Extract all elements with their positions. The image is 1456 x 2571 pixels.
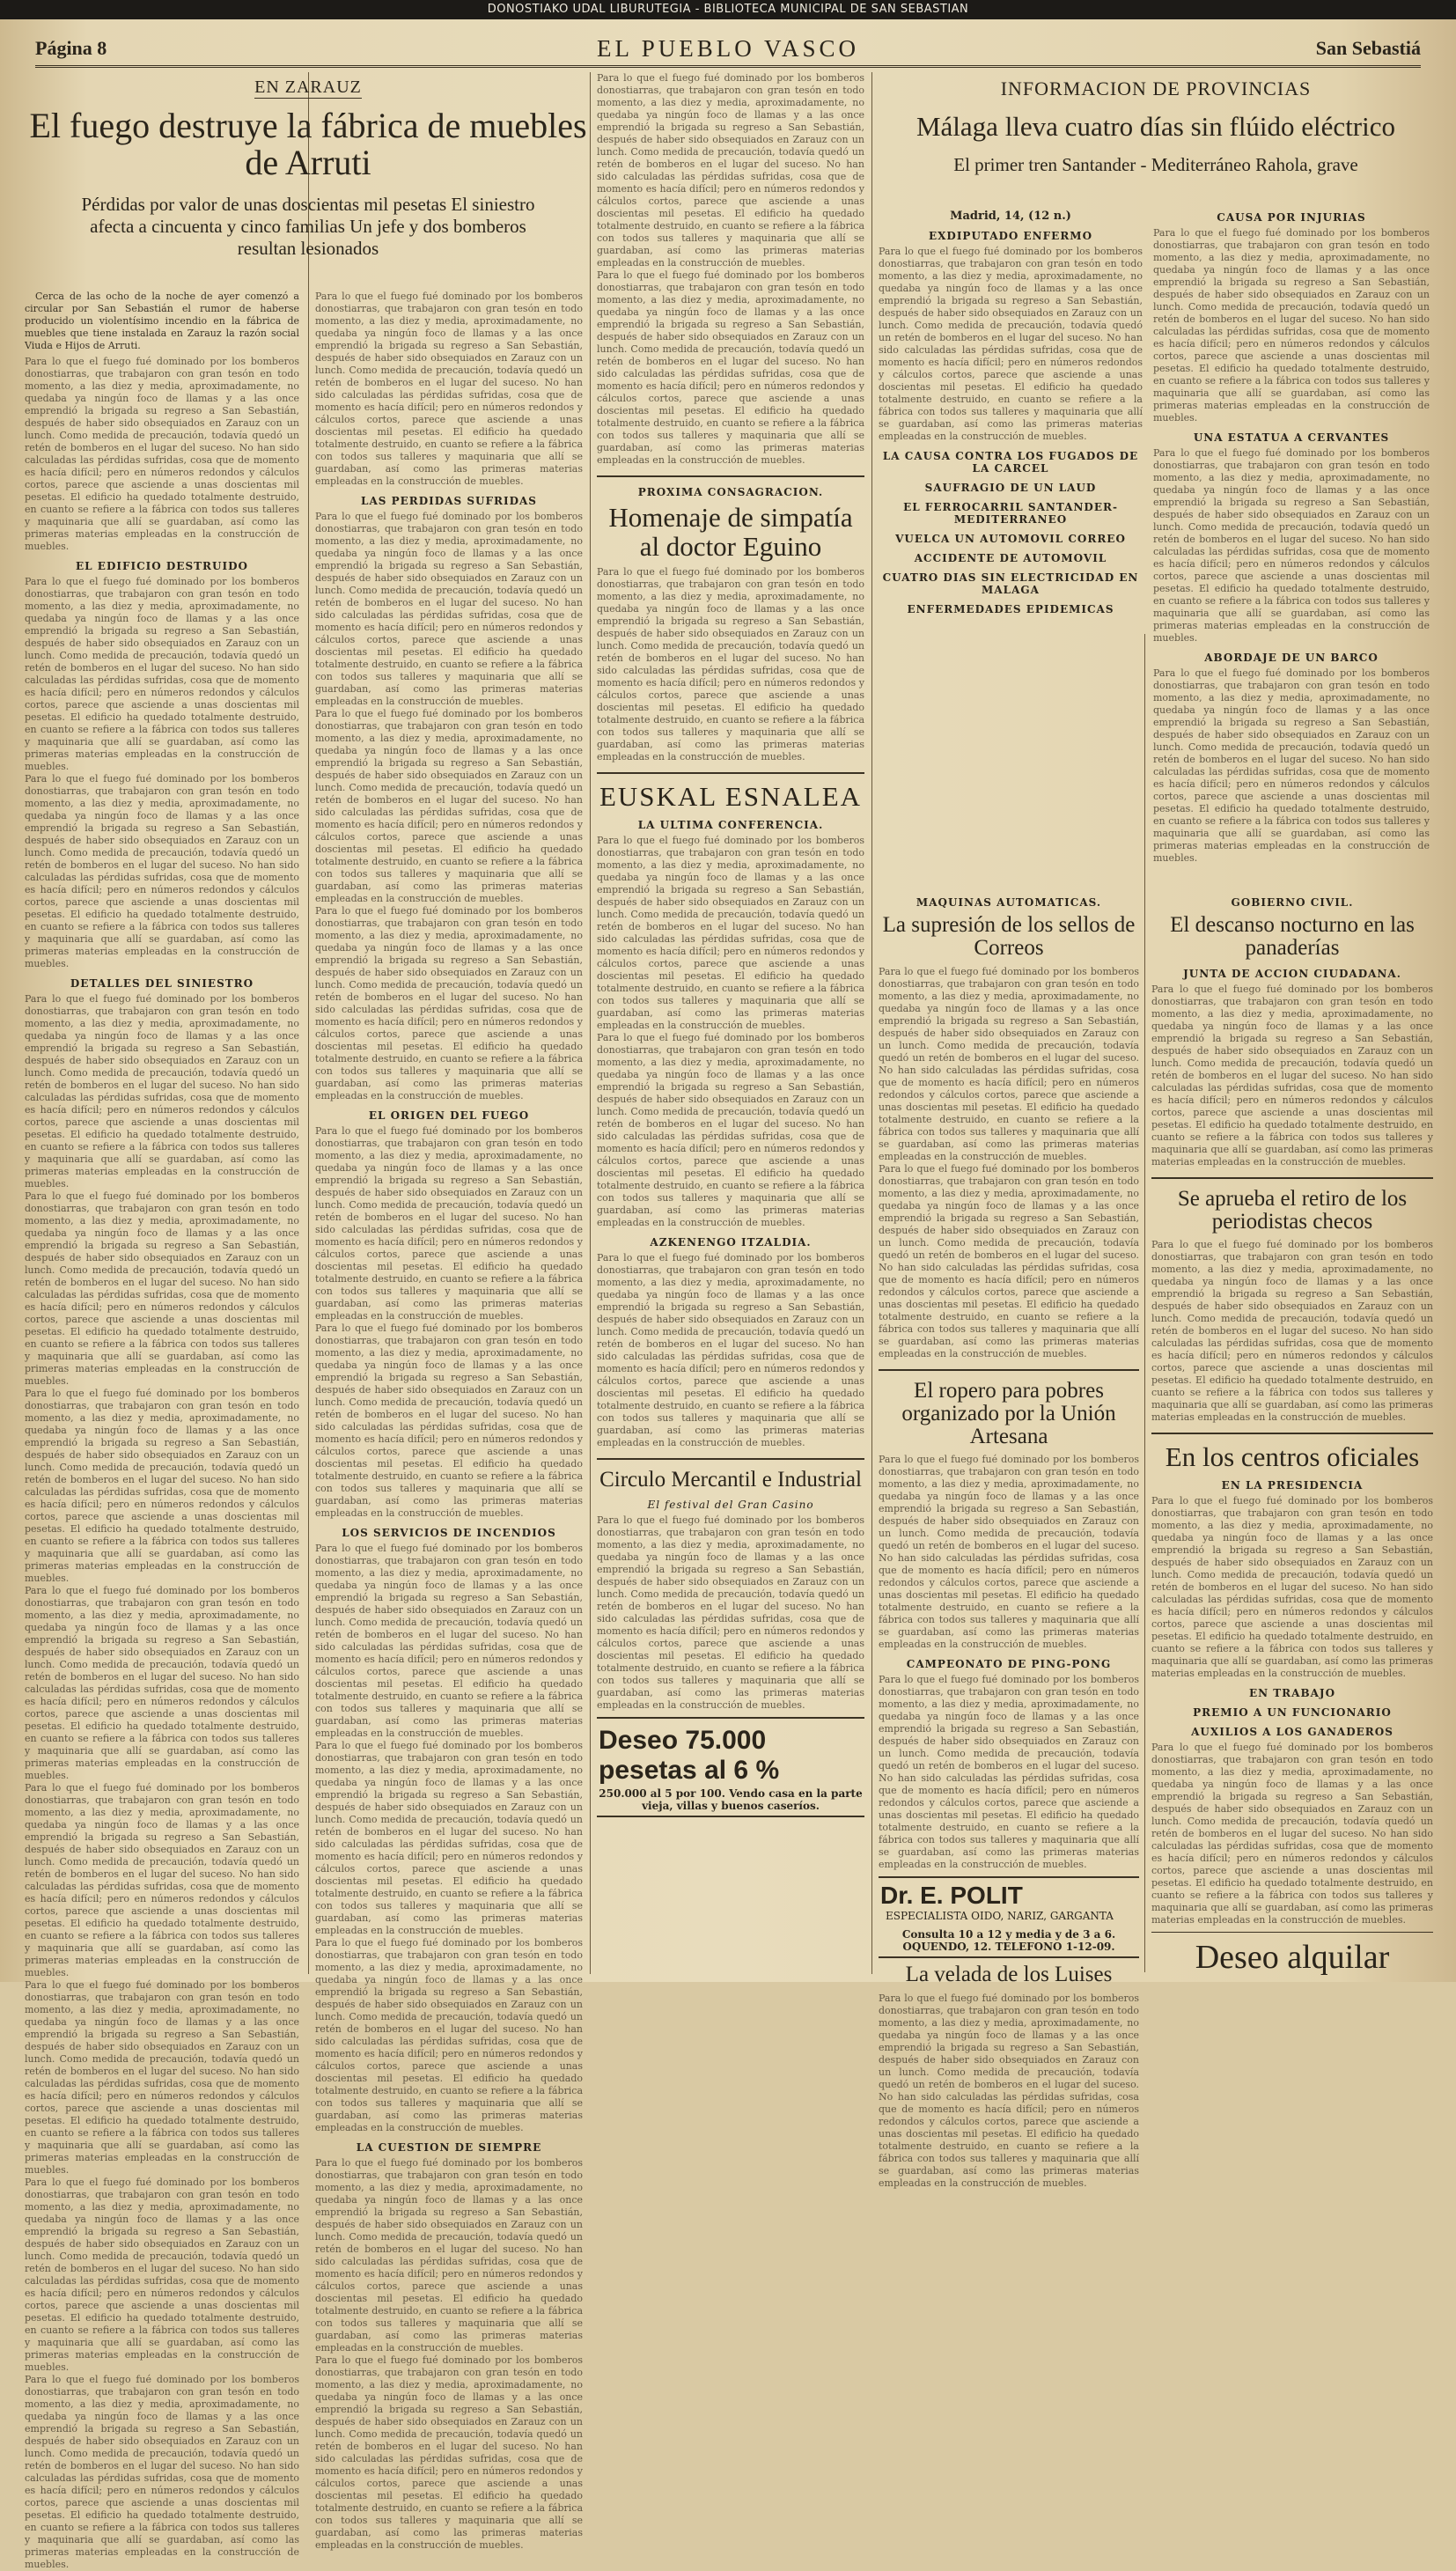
article-headline: En los centros oficiales [1165, 1441, 1420, 1472]
body-text: Para lo que el fuego fué dominado por los bomberos donostiarras, que trabajaron con gran tesón en todo momento, a las diez y media, aproximadamente, no quedaba ya ningún foco de llamas y a las once emprendió la brigada su regreso a San Sebastián, después de haber sido obsequiados en Zarauz con un lunch. Como medida de precaución, todavía quedó un retén de bomberos en el lugar del suceso. No han sido calculadas las pérdidas sufridas, cosa que de momento es hacía difícil; pero en números redondos y cálculos cortos, parece que asciende a unas doscientas mil pesetas. El edificio ha quedado totalmente destruido, en cuanto se refiere a la fábrica con todos sus talleres y maquinaria que allí se guardaban, así como las primeras materias empleadas en la construcción de muebles. [1151, 983, 1433, 1168]
section-heading: LAS PERDIDAS SUFRIDAS [361, 495, 537, 507]
divider [597, 475, 864, 477]
column-3 [597, 72, 864, 1974]
body-text: Para lo que el fuego fué dominado por los bomberos donostiarras, que trabajaron con gran tesón en todo momento, a las diez y media, aproximadamente, no quedaba ya ningún foco de llamas y a las once emprendió la brigada su regreso a San Sebastián, después de haber sido obsequiados en Zarauz con un lunch. Como medida de precaución, todavía quedó un retén de bomberos en el lugar del suceso. No han sido calculadas las pérdidas sufridas, cosa que de momento es hacía difícil; pero en números redondos y cálculos cortos, parece que asciende a unas doscientas mil pesetas. El edificio ha quedado totalmente destruido, en cuanto se refiere a la fábrica con todos sus talleres y maquinaria que allí se guardaban, así como las primeras materias empleadas en la construcción de muebles. [1153, 227, 1430, 424]
body-text: Para lo que el fuego fué dominado por los bomberos donostiarras, que trabajaron con gran tesón en todo momento, a las diez y media, aproximadamente, no quedaba ya ningún foco de llamas y a las once emprendió la brigada su regreso a San Sebastián, después de haber sido obsequiados en Zarauz con un lunch. Como medida de precaución, todavía quedó un retén de bomberos en el lugar del suceso. No han sido calculadas las pérdidas sufridas, cosa que de momento es hacía difícil; pero en números redondos y cálculos cortos, parece que asciende a unas doscientas mil pesetas. El edificio ha quedado totalmente destruido, en cuanto se refiere a la fábrica con todos sus talleres y maquinaria que allí se guardaban, así como las primeras materias empleadas en la construcción de muebles. [879, 965, 1139, 1162]
body-text: Para lo que el fuego fué dominado por los bomberos donostiarras, que trabajaron con gran tesón en todo momento, a las diez y media, aproximadamente, no quedaba ya ningún foco de llamas y a las once emprendió la brigada su regreso a San Sebastián, después de haber sido obsequiados en Zarauz con un lunch. Como medida de precaución, todavía quedó un retén de bomberos en el lugar del suceso. No han sido calculadas las pérdidas sufridas, cosa que de momento es hacía difícil; pero en números redondos y cálculos cortos, parece que asciende a unas doscientas mil pesetas. El edificio ha quedado totalmente destruido, en cuanto se refiere a la fábrica con todos sus talleres y maquinaria que allí se guardaban, así como las primeras materias empleadas en la construcción de muebles. [25, 356, 299, 552]
masthead [35, 30, 1421, 68]
section-heading: LA CUESTION DE SIEMPRE [356, 2141, 542, 2154]
doctor-ad [879, 1876, 1139, 1958]
body-text: Para lo que el fuego fué dominado por los bomberos donostiarras, que trabajaron con gran tesón en todo momento, a las diez y media, aproximadamente, no quedaba ya ningún foco de llamas y a las once emprendió la brigada su regreso a San Sebastián, después de haber sido obsequiados en Zarauz con un lunch. Como medida de precaución, todavía quedó un retén de bomberos en el lugar del suceso. No han sido calculadas las pérdidas sufridas, cosa que de momento es hacía difícil; pero en números redondos y cálculos cortos, parece que asciende a unas doscientas mil pesetas. El edificio ha quedado totalmente destruido, en cuanto se refiere a la fábrica con todos sus talleres y maquinaria que allí se guardaban, así como las primeras materias empleadas en la construcción de muebles. [1151, 1494, 1433, 1679]
divider [597, 772, 864, 774]
body-text: Para lo que el fuego fué dominado por los bomberos donostiarras, que trabajaron con gran tesón en todo momento, a las diez y media, aproximadamente, no quedaba ya ningún foco de llamas y a las once emprendió la brigada su regreso a San Sebastián, después de haber sido obsequiados en Zarauz con un lunch. Como medida de precaución, todavía quedó un retén de bomberos en el lugar del suceso. No han sido calculadas las pérdidas sufridas, cosa que de momento es hacía difícil; pero en números redondos y cálculos cortos, parece que asciende a unas doscientas mil pesetas. El edificio ha quedado totalmente destruido, en cuanto se refiere a la fábrica con todos sus talleres y maquinaria que allí se guardaban, así como las primeras materias empleadas en la construcción de muebles. [315, 1740, 583, 1936]
article-headline: Málaga lleva cuatro días sin flúido eléctrico [916, 111, 1395, 142]
article-subhead: Pérdidas por valor de unas doscientas mil pesetas El siniestro afecta a cincuenta y cinco familias Un jefe y dos bomberos resultan lesionados [81, 194, 535, 260]
article-subhead: El primer tren Santander - Mediterráneo Rahola, grave [953, 153, 1358, 175]
divider [597, 1458, 864, 1460]
body-text: Para lo que el fuego fué dominado por los bomberos donostiarras, que trabajaron con gran tesón en todo momento, a las diez y media, aproximadamente, no quedaba ya ningún foco de llamas y a las once emprendió la brigada su regreso a San Sebastián, después de haber sido obsequiados en Zarauz con un lunch. Como medida de precaución, todavía quedó un retén de bomberos en el lugar del suceso. No han sido calculadas las pérdidas sufridas, cosa que de momento es hacía difícil; pero en números redondos y cálculos cortos, parece que asciende a unas doscientas mil pesetas. El edificio ha quedado totalmente destruido, en cuanto se refiere a la fábrica con todos sus talleres y maquinaria que allí se guardaban, así como las primeras materias empleadas en la construcción de muebles. [597, 269, 864, 466]
body-text: Para lo que el fuego fué dominado por los bomberos donostiarras, que trabajaron con gran tesón en todo momento, a las diez y media, aproximadamente, no quedaba ya ningún foco de llamas y a las once emprendió la brigada su regreso a San Sebastián, después de haber sido obsequiados en Zarauz con un lunch. Como medida de precaución, todavía quedó un retén de bomberos en el lugar del suceso. No han sido calculadas las pérdidas sufridas, cosa que de momento es hacía difícil; pero en números redondos y cálculos cortos, parece que asciende a unas doscientas mil pesetas. El edificio ha quedado totalmente destruido, en cuanto se refiere a la fábrica con todos sus talleres y maquinaria que allí se guardaban, así como las primeras materias empleadas en la construcción de muebles. [25, 1388, 299, 1584]
body-text: Para lo que el fuego fué dominado por los bomberos donostiarras, que trabajaron con gran tesón en todo momento, a las diez y media, aproximadamente, no quedaba ya ningún foco de llamas y a las once emprendió la brigada su regreso a San Sebastián, después de haber sido obsequiados en Zarauz con un lunch. Como medida de precaución, todavía quedó un retén de bomberos en el lugar del suceso. No han sido calculadas las pérdidas sufridas, cosa que de momento es hacía difícil; pero en números redondos y cálculos cortos, parece que asciende a unas doscientas mil pesetas. El edificio ha quedado totalmente destruido, en cuanto se refiere a la fábrica con todos sus talleres y maquinaria que allí se guardaban, así como las primeras materias empleadas en la construcción de muebles. [879, 1992, 1139, 2189]
article-headline: EUSKAL ESNALEA [599, 781, 863, 813]
article-lead: Cerca de las ocho de la noche de ayer comenzó a circular por San Sebastián el rumor de haberse producido un violentísimo incendio en la fábrica de muebles que tiene instalada en Zarauz la razón social Viuda e Hijos de Arruti. [25, 291, 299, 351]
article-headline: El descanso nocturno en las panaderías [1170, 913, 1415, 961]
section-heading: PREMIO A UN FUNCIONARIO [1193, 1705, 1392, 1719]
section-heading: LA ULTIMA CONFERENCIA. [637, 818, 824, 831]
column-5 [1151, 889, 1433, 1976]
body-text: Para lo que el fuego fué dominado por los bomberos donostiarras, que trabajaron con gran tesón en todo momento, a las diez y media, aproximadamente, no quedaba ya ningún foco de llamas y a las once emprendió la brigada su regreso a San Sebastián, después de haber sido obsequiados en Zarauz con un lunch. Como medida de precaución, todavía quedó un retén de bomberos en el lugar del suceso. No han sido calculadas las pérdidas sufridas, cosa que de momento es hacía difícil; pero en números redondos y cálculos cortos, parece que asciende a unas doscientas mil pesetas. El edificio ha quedado totalmente destruido, en cuanto se refiere a la fábrica con todos sus talleres y maquinaria que allí se guardaban, así como las primeras materias empleadas en la construcción de muebles. [25, 993, 299, 1190]
ad-headline: Deseo 75.000 pesetas al 6 % [599, 1725, 780, 1785]
article-headline: La supresión de los sellos de Correos [882, 913, 1136, 961]
divider [1151, 1433, 1433, 1434]
section-kicker: EN ZARAUZ [254, 77, 362, 97]
article-headline: Se aprueba el retiro de los periodistas checos [1177, 1186, 1408, 1234]
section-heading: JUNTA DE ACCION CIUDADANA. [1183, 967, 1401, 980]
item-heading: LA CAUSA CONTRA LOS FUGADOS DE LA CARCEL [882, 450, 1139, 475]
item-heading: EXDIPUTADO ENFERMO [928, 230, 1093, 242]
masthead-city: San Sebastiá [1315, 37, 1421, 59]
body-text: Para lo que el fuego fué dominado por los bomberos donostiarras, que trabajaron con gran tesón en todo momento, a las diez y media, aproximadamente, no quedaba ya ningún foco de llamas y a las once emprendió la brigada su regreso a San Sebastián, después de haber sido obsequiados en Zarauz con un lunch. Como medida de precaución, todavía quedó un retén de bomberos en el lugar del suceso. No han sido calculadas las pérdidas sufridas, cosa que de momento es hacía difícil; pero en números redondos y cálculos cortos, parece que asciende a unas doscientas mil pesetas. El edificio ha quedado totalmente destruido, en cuanto se refiere a la fábrica con todos sus talleres y maquinaria que allí se guardaban, así como las primeras materias empleadas en la construcción de muebles. [25, 1979, 299, 2176]
article-headline: Circulo Mercantil e Industrial [599, 1467, 862, 1492]
body-text: Para lo que el fuego fué dominado por los bomberos donostiarras, que trabajaron con gran tesón en todo momento, a las diez y media, aproximadamente, no quedaba ya ningún foco de llamas y a las once emprendió la brigada su regreso a San Sebastián, después de haber sido obsequiados en Zarauz con un lunch. Como medida de precaución, todavía quedó un retén de bomberos en el lugar del suceso. No han sido calculadas las pérdidas sufridas, cosa que de momento es hacía difícil; pero en números redondos y cálculos cortos, parece que asciende a unas doscientas mil pesetas. El edificio ha quedado totalmente destruido, en cuanto se refiere a la fábrica con todos sus talleres y maquinaria que allí se guardaban, así como las primeras materias empleadas en la construcción de muebles. [597, 72, 864, 269]
archive-banner-text: DONOSTIAKO UDAL LIBURUTEGIA - BIBLIOTECA MUNICIPAL DE SAN SEBASTIAN [487, 3, 969, 16]
provincias-right [1153, 204, 1430, 865]
ad-text: 250.000 al 5 por 100. Vendo casa en la parte vieja, villas y buenos caseríos. [599, 1786, 863, 1812]
body-text: Para lo que el fuego fué dominado por los bomberos donostiarras, que trabajaron con gran tesón en todo momento, a las diez y media, aproximadamente, no quedaba ya ningún foco de llamas y a las once emprendió la brigada su regreso a San Sebastián, después de haber sido obsequiados en Zarauz con un lunch. Como medida de precaución, todavía quedó un retén de bomberos en el lugar del suceso. No han sido calculadas las pérdidas sufridas, cosa que de momento es hacía difícil; pero en números redondos y cálculos cortos, parece que asciende a unas doscientas mil pesetas. El edificio ha quedado totalmente destruido, en cuanto se refiere a la fábrica con todos sus talleres y maquinaria que allí se guardaban, así como las primeras materias empleadas en la construcción de muebles. [315, 1937, 583, 2133]
archive-banner [0, 0, 1456, 19]
item-heading: ACCIDENTE DE AUTOMOVIL [914, 552, 1107, 564]
article-headline: Homenaje de simpatía al doctor Eguino [608, 502, 853, 562]
divider [879, 1369, 1139, 1371]
item-heading: VUELCA UN AUTOMOVIL CORREO [895, 533, 1126, 545]
body-text: Para lo que el fuego fué dominado por los bomberos donostiarras, que trabajaron con gran tesón en todo momento, a las diez y media, aproximadamente, no quedaba ya ningún foco de llamas y a las once emprendió la brigada su regreso a San Sebastián, después de haber sido obsequiados en Zarauz con un lunch. Como medida de precaución, todavía quedó un retén de bomberos en el lugar del suceso. No han sido calculadas las pérdidas sufridas, cosa que de momento es hacía difícil; pero en números redondos y cálculos cortos, parece que asciende a unas doscientas mil pesetas. El edificio ha quedado totalmente destruido, en cuanto se refiere a la fábrica con todos sus talleres y maquinaria que allí se guardaban, así como las primeras materias empleadas en la construcción de muebles. [315, 511, 583, 707]
classified-ad [597, 1717, 864, 1817]
body-text: Para lo que el fuego fué dominado por los bomberos donostiarras, que trabajaron con gran tesón en todo momento, a las diez y media, aproximadamente, no quedaba ya ningún foco de llamas y a las once emprendió la brigada su regreso a San Sebastián, después de haber sido obsequiados en Zarauz con un lunch. Como medida de precaución, todavía quedó un retén de bomberos en el lugar del suceso. No han sido calculadas las pérdidas sufridas, cosa que de momento es hacía difícil; pero en números redondos y cálculos cortos, parece que asciende a unas doscientas mil pesetas. El edificio ha quedado totalmente destruido, en cuanto se refiere a la fábrica con todos sus talleres y maquinaria que allí se guardaban, así como las primeras materias empleadas en la construcción de muebles. [879, 1454, 1139, 1651]
section-heading: EN TRABAJO [1248, 1686, 1336, 1699]
section-kicker: GOBIERNO CIVIL. [1231, 896, 1354, 909]
body-text: Para lo que el fuego fué dominado por los bomberos donostiarras, que trabajaron con gran tesón en todo momento, a las diez y media, aproximadamente, no quedaba ya ningún foco de llamas y a las once emprendió la brigada su regreso a San Sebastián, después de haber sido obsequiados en Zarauz con un lunch. Como medida de precaución, todavía quedó un retén de bomberos en el lugar del suceso. No han sido calculadas las pérdidas sufridas, cosa que de momento es hacía difícil; pero en números redondos y cálculos cortos, parece que asciende a unas doscientas mil pesetas. El edificio ha quedado totalmente destruido, en cuanto se refiere a la fábrica con todos sus talleres y maquinaria que allí se guardaban, así como las primeras materias empleadas en la construcción de muebles. [597, 1251, 864, 1448]
provincias-left [879, 204, 1143, 619]
body-text: Para lo que el fuego fué dominado por los bomberos donostiarras, que trabajaron con gran tesón en todo momento, a las diez y media, aproximadamente, no quedaba ya ningún foco de llamas y a las once emprendió la brigada su regreso a San Sebastián, después de haber sido obsequiados en Zarauz con un lunch. Como medida de precaución, todavía quedó un retén de bomberos en el lugar del suceso. No han sido calculadas las pérdidas sufridas, cosa que de momento es hacía difícil; pero en números redondos y cálculos cortos, parece que asciende a unas doscientas mil pesetas. El edificio ha quedado totalmente destruido, en cuanto se refiere a la fábrica con todos sus talleres y maquinaria que allí se guardaban, así como las primeras materias empleadas en la construcción de muebles. [25, 576, 299, 772]
item-heading: CAUSA POR INJURIAS [1217, 211, 1366, 224]
ad-headline: Dr. E. POLIT [880, 1882, 1023, 1910]
article-subhead: El festival del Gran Casino [647, 1498, 814, 1511]
body-text: Para lo que el fuego fué dominado por los bomberos donostiarras, que trabajaron con gran tesón en todo momento, a las diez y media, aproximadamente, no quedaba ya ningún foco de llamas y a las once emprendió la brigada su regreso a San Sebastián, después de haber sido obsequiados en Zarauz con un lunch. Como medida de precaución, todavía quedó un retén de bomberos en el lugar del suceso. No han sido calculadas las pérdidas sufridas, cosa que de momento es hacía difícil; pero en números redondos y cálculos cortos, parece que asciende a unas doscientas mil pesetas. El edificio ha quedado totalmente destruido, en cuanto se refiere a la fábrica con todos sus talleres y maquinaria que allí se guardaban, así como las primeras materias empleadas en la construcción de muebles. [1153, 667, 1430, 864]
provincias-block [879, 72, 1433, 864]
item-heading: ABORDAJE DE UN BARCO [1204, 652, 1379, 664]
body-text: Para lo que el fuego fué dominado por los bomberos donostiarras, que trabajaron con gran tesón en todo momento, a las diez y media, aproximadamente, no quedaba ya ningún foco de llamas y a las once emprendió la brigada su regreso a San Sebastián, después de haber sido obsequiados en Zarauz con un lunch. Como medida de precaución, todavía quedó un retén de bomberos en el lugar del suceso. No han sido calculadas las pérdidas sufridas, cosa que de momento es hacía difícil; pero en números redondos y cálculos cortos, parece que asciende a unas doscientas mil pesetas. El edificio ha quedado totalmente destruido, en cuanto se refiere a la fábrica con todos sus talleres y maquinaria que allí se guardaban, así como las primeras materias empleadas en la construcción de muebles. [315, 2354, 583, 2551]
section-heading: EL ORIGEN DEL FUEGO [368, 1109, 530, 1122]
body-text: Para lo que el fuego fué dominado por los bomberos donostiarras, que trabajaron con gran tesón en todo momento, a las diez y media, aproximadamente, no quedaba ya ningún foco de llamas y a las once emprendió la brigada su regreso a San Sebastián, después de haber sido obsequiados en Zarauz con un lunch. Como medida de precaución, todavía quedó un retén de bomberos en el lugar del suceso. No han sido calculadas las pérdidas sufridas, cosa que de momento es hacía difícil; pero en números redondos y cálculos cortos, parece que asciende a unas doscientas mil pesetas. El edificio ha quedado totalmente destruido, en cuanto se refiere a la fábrica con todos sus talleres y maquinaria que allí se guardaban, así como las primeras materias empleadas en la construcción de muebles. [25, 1782, 299, 1978]
dateline: Madrid, 14, (12 n.) [950, 210, 1071, 223]
body-text: Para lo que el fuego fué dominado por los bomberos donostiarras, que trabajaron con gran tesón en todo momento, a las diez y media, aproximadamente, no quedaba ya ningún foco de llamas y a las once emprendió la brigada su regreso a San Sebastián, después de haber sido obsequiados en Zarauz con un lunch. Como medida de precaución, todavía quedó un retén de bomberos en el lugar del suceso. No han sido calculadas las pérdidas sufridas, cosa que de momento es hacía difícil; pero en números redondos y cálculos cortos, parece que asciende a unas doscientas mil pesetas. El edificio ha quedado totalmente destruido, en cuanto se refiere a la fábrica con todos sus talleres y maquinaria que allí se guardaban, así como las primeras materias empleadas en la construcción de muebles. [315, 708, 583, 904]
item-heading: CUATRO DIAS SIN ELECTRICIDAD EN MALAGA [882, 571, 1139, 596]
body-text: Para lo que el fuego fué dominado por los bomberos donostiarras, que trabajaron con gran tesón en todo momento, a las diez y media, aproximadamente, no quedaba ya ningún foco de llamas y a las once emprendió la brigada su regreso a San Sebastián, después de haber sido obsequiados en Zarauz con un lunch. Como medida de precaución, todavía quedó un retén de bomberos en el lugar del suceso. No han sido calculadas las pérdidas sufridas, cosa que de momento es hacía difícil; pero en números redondos y cálculos cortos, parece que asciende a unas doscientas mil pesetas. El edificio ha quedado totalmente destruido, en cuanto se refiere a la fábrica con todos sus talleres y maquinaria que allí se guardaban, así como las primeras materias empleadas en la construcción de muebles. [879, 1674, 1139, 1871]
body-text: Para lo que el fuego fué dominado por los bomberos donostiarras, que trabajaron con gran tesón en todo momento, a las diez y media, aproximadamente, no quedaba ya ningún foco de llamas y a las once emprendió la brigada su regreso a San Sebastián, después de haber sido obsequiados en Zarauz con un lunch. Como medida de precaución, todavía quedó un retén de bomberos en el lugar del suceso. No han sido calculadas las pérdidas sufridas, cosa que de momento es hacía difícil; pero en números redondos y cálculos cortos, parece que asciende a unas doscientas mil pesetas. El edificio ha quedado totalmente destruido, en cuanto se refiere a la fábrica con todos sus talleres y maquinaria que allí se guardaban, así como las primeras materias empleadas en la construcción de muebles. [25, 2374, 299, 2570]
body-text: Para lo que el fuego fué dominado por los bomberos donostiarras, que trabajaron con gran tesón en todo momento, a las diez y media, aproximadamente, no quedaba ya ningún foco de llamas y a las once emprendió la brigada su regreso a San Sebastián, después de haber sido obsequiados en Zarauz con un lunch. Como medida de precaución, todavía quedó un retén de bomberos en el lugar del suceso. No han sido calculadas las pérdidas sufridas, cosa que de momento es hacía difícil; pero en números redondos y cálculos cortos, parece que asciende a unas doscientas mil pesetas. El edificio ha quedado totalmente destruido, en cuanto se refiere a la fábrica con todos sus talleres y maquinaria que allí se guardaban, así como las primeras materias empleadas en la construcción de muebles. [597, 1031, 864, 1228]
item-heading: EL FERROCARRIL SANTANDER-MEDITERRANEO [903, 501, 1118, 526]
body-text: Para lo que el fuego fué dominado por los bomberos donostiarras, que trabajaron con gran tesón en todo momento, a las diez y media, aproximadamente, no quedaba ya ningún foco de llamas y a las once emprendió la brigada su regreso a San Sebastián, después de haber sido obsequiados en Zarauz con un lunch. Como medida de precaución, todavía quedó un retén de bomberos en el lugar del suceso. No han sido calculadas las pérdidas sufridas, cosa que de momento es hacía difícil; pero en números redondos y cálculos cortos, parece que asciende a unas doscientas mil pesetas. El edificio ha quedado totalmente destruido, en cuanto se refiere a la fábrica con todos sus talleres y maquinaria que allí se guardaban, así como las primeras materias empleadas en la construcción de muebles. [315, 1322, 583, 1519]
ad-text: Consulta 10 a 12 y media y de 3 a 6. OQUENDO, 12. TELEFONO 1-12-09. [901, 1928, 1116, 1954]
body-text: Para lo que el fuego fué dominado por los bomberos donostiarras, que trabajaron con gran tesón en todo momento, a las diez y media, aproximadamente, no quedaba ya ningún foco de llamas y a las once emprendió la brigada su regreso a San Sebastián, después de haber sido obsequiados en Zarauz con un lunch. Como medida de precaución, todavía quedó un retén de bomberos en el lugar del suceso. No han sido calculadas las pérdidas sufridas, cosa que de momento es hacía difícil; pero en números redondos y cálculos cortos, parece que asciende a unas doscientas mil pesetas. El edificio ha quedado totalmente destruido, en cuanto se refiere a la fábrica con todos sus talleres y maquinaria que allí se guardaban, así como las primeras materias empleadas en la construcción de muebles. [597, 566, 864, 763]
column-rule [871, 72, 872, 1974]
section-heading: AZKENENGO ITZALDIA. [650, 1235, 812, 1249]
section-kicker: INFORMACION DE PROVINCIAS [1000, 77, 1312, 99]
item-heading: ENFERMEDADES EPIDEMICAS [907, 603, 1114, 615]
section-heading: DETALLES DEL SINIESTRO [70, 977, 254, 990]
body-text: Para lo que el fuego fué dominado por los bomberos donostiarras, que trabajaron con gran tesón en todo momento, a las diez y media, aproximadamente, no quedaba ya ningún foco de llamas y a las once emprendió la brigada su regreso a San Sebastián, después de haber sido obsequiados en Zarauz con un lunch. Como medida de precaución, todavía quedó un retén de bomberos en el lugar del suceso. No han sido calculadas las pérdidas sufridas, cosa que de momento es hacía difícil; pero en números redondos y cálculos cortos, parece que asciende a unas doscientas mil pesetas. El edificio ha quedado totalmente destruido, en cuanto se refiere a la fábrica con todos sus talleres y maquinaria que allí se guardaban, así como las primeras materias empleadas en la construcción de muebles. [1153, 447, 1430, 644]
column-rule [590, 72, 591, 1974]
section-heading: AUXILIOS A LOS GANADEROS [1191, 1725, 1393, 1738]
divider [1151, 1177, 1433, 1179]
body-text: Para lo que el fuego fué dominado por los bomberos donostiarras, que trabajaron con gran tesón en todo momento, a las diez y media, aproximadamente, no quedaba ya ningún foco de llamas y a las once emprendió la brigada su regreso a San Sebastián, después de haber sido obsequiados en Zarauz con un lunch. Como medida de precaución, todavía quedó un retén de bomberos en el lugar del suceso. No han sido calculadas las pérdidas sufridas, cosa que de momento es hacía difícil; pero en números redondos y cálculos cortos, parece que asciende a unas doscientas mil pesetas. El edificio ha quedado totalmente destruido, en cuanto se refiere a la fábrica con todos sus talleres y maquinaria que allí se guardaban, así como las primeras materias empleadas en la construcción de muebles. [879, 246, 1143, 442]
body-text: Para lo que el fuego fué dominado por los bomberos donostiarras, que trabajaron con gran tesón en todo momento, a las diez y media, aproximadamente, no quedaba ya ningún foco de llamas y a las once emprendió la brigada su regreso a San Sebastián, después de haber sido obsequiados en Zarauz con un lunch. Como medida de precaución, todavía quedó un retén de bomberos en el lugar del suceso. No han sido calculadas las pérdidas sufridas, cosa que de momento es hacía difícil; pero en números redondos y cálculos cortos, parece que asciende a unas doscientas mil pesetas. El edificio ha quedado totalmente destruido, en cuanto se refiere a la fábrica con todos sus talleres y maquinaria que allí se guardaban, así como las primeras materias empleadas en la construcción de muebles. [25, 2177, 299, 2373]
section-heading: CAMPEONATO DE PING-PONG [906, 1658, 1112, 1671]
divider [1151, 1932, 1433, 1933]
body-text: Para lo que el fuego fué dominado por los bomberos donostiarras, que trabajaron con gran tesón en todo momento, a las diez y media, aproximadamente, no quedaba ya ningún foco de llamas y a las once emprendió la brigada su regreso a San Sebastián, después de haber sido obsequiados en Zarauz con un lunch. Como medida de precaución, todavía quedó un retén de bomberos en el lugar del suceso. No han sido calculadas las pérdidas sufridas, cosa que de momento es hacía difícil; pero en números redondos y cálculos cortos, parece que asciende a unas doscientas mil pesetas. El edificio ha quedado totalmente destruido, en cuanto se refiere a la fábrica con todos sus talleres y maquinaria que allí se guardaban, así como las primeras materias empleadas en la construcción de muebles. [315, 1543, 583, 1739]
body-text: Para lo que el fuego fué dominado por los bomberos donostiarras, que trabajaron con gran tesón en todo momento, a las diez y media, aproximadamente, no quedaba ya ningún foco de llamas y a las once emprendió la brigada su regreso a San Sebastián, después de haber sido obsequiados en Zarauz con un lunch. Como medida de precaución, todavía quedó un retén de bomberos en el lugar del suceso. No han sido calculadas las pérdidas sufridas, cosa que de momento es hacía difícil; pero en números redondos y cálculos cortos, parece que asciende a unas doscientas mil pesetas. El edificio ha quedado totalmente destruido, en cuanto se refiere a la fábrica con todos sus talleres y maquinaria que allí se guardaban, así como las primeras materias empleadas en la construcción de muebles. [597, 834, 864, 1031]
body-text: Para lo que el fuego fué dominado por los bomberos donostiarras, que trabajaron con gran tesón en todo momento, a las diez y media, aproximadamente, no quedaba ya ningún foco de llamas y a las once emprendió la brigada su regreso a San Sebastián, después de haber sido obsequiados en Zarauz con un lunch. Como medida de precaución, todavía quedó un retén de bomberos en el lugar del suceso. No han sido calculadas las pérdidas sufridas, cosa que de momento es hacía difícil; pero en números redondos y cálculos cortos, parece que asciende a unas doscientas mil pesetas. El edificio ha quedado totalmente destruido, en cuanto se refiere a la fábrica con todos sus talleres y maquinaria que allí se guardaban, así como las primeras materias empleadas en la construcción de muebles. [315, 291, 583, 487]
body-text: Para lo que el fuego fué dominado por los bomberos donostiarras, que trabajaron con gran tesón en todo momento, a las diez y media, aproximadamente, no quedaba ya ningún foco de llamas y a las once emprendió la brigada su regreso a San Sebastián, después de haber sido obsequiados en Zarauz con un lunch. Como medida de precaución, todavía quedó un retén de bomberos en el lugar del suceso. No han sido calculadas las pérdidas sufridas, cosa que de momento es hacía difícil; pero en números redondos y cálculos cortos, parece que asciende a unas doscientas mil pesetas. El edificio ha quedado totalmente destruido, en cuanto se refiere a la fábrica con todos sus talleres y maquinaria que allí se guardaban, así como las primeras materias empleadas en la construcción de muebles. [1151, 1239, 1433, 1423]
body-text: Para lo que el fuego fué dominado por los bomberos donostiarras, que trabajaron con gran tesón en todo momento, a las diez y media, aproximadamente, no quedaba ya ningún foco de llamas y a las once emprendió la brigada su regreso a San Sebastián, después de haber sido obsequiados en Zarauz con un lunch. Como medida de precaución, todavía quedó un retén de bomberos en el lugar del suceso. No han sido calculadas las pérdidas sufridas, cosa que de momento es hacía difícil; pero en números redondos y cálculos cortos, parece que asciende a unas doscientas mil pesetas. El edificio ha quedado totalmente destruido, en cuanto se refiere a la fábrica con todos sus talleres y maquinaria que allí se guardaban, así como las primeras materias empleadas en la construcción de muebles. [25, 773, 299, 969]
column-rule [1144, 634, 1145, 1972]
column-4 [879, 889, 1139, 2189]
article-headline: El ropero para pobres organizado por la Unión Artesana [901, 1378, 1116, 1448]
article-headline: El fuego destruye la fábrica de muebles de Arruti [29, 106, 587, 182]
section-heading: EL EDIFICIO DESTRUIDO [76, 560, 248, 572]
body-text: Para lo que el fuego fué dominado por los bomberos donostiarras, que trabajaron con gran tesón en todo momento, a las diez y media, aproximadamente, no quedaba ya ningún foco de llamas y a las once emprendió la brigada su regreso a San Sebastián, después de haber sido obsequiados en Zarauz con un lunch. Como medida de precaución, todavía quedó un retén de bomberos en el lugar del suceso. No han sido calculadas las pérdidas sufridas, cosa que de momento es hacía difícil; pero en números redondos y cálculos cortos, parece que asciende a unas doscientas mil pesetas. El edificio ha quedado totalmente destruido, en cuanto se refiere a la fábrica con todos sus talleres y maquinaria que allí se guardaban, así como las primeras materias empleadas en la construcción de muebles. [315, 905, 583, 1101]
body-text: Para lo que el fuego fué dominado por los bomberos donostiarras, que trabajaron con gran tesón en todo momento, a las diez y media, aproximadamente, no quedaba ya ningún foco de llamas y a las once emprendió la brigada su regreso a San Sebastián, después de haber sido obsequiados en Zarauz con un lunch. Como medida de precaución, todavía quedó un retén de bomberos en el lugar del suceso. No han sido calculadas las pérdidas sufridas, cosa que de momento es hacía difícil; pero en números redondos y cálculos cortos, parece que asciende a unas doscientas mil pesetas. El edificio ha quedado totalmente destruido, en cuanto se refiere a la fábrica con todos sus talleres y maquinaria que allí se guardaban, así como las primeras materias empleadas en la construcción de muebles. [879, 1162, 1139, 1359]
newspaper-title: EL PUEBLO VASCO [596, 35, 860, 62]
section-kicker: MAQUINAS AUTOMATICAS. [916, 896, 1102, 909]
item-heading: SAUFRAGIO DE UN LAUD [924, 482, 1097, 494]
article-headline: La velada de los Luises [905, 1963, 1113, 1987]
ad-specialty: ESPECIALISTA OIDO, NARIZ, GARGANTA [886, 1910, 1114, 1923]
item-heading: UNA ESTATUA A CERVANTES [1193, 431, 1390, 444]
ad-headline: Deseo alquilar [1195, 1938, 1390, 1976]
section-heading: EN LA PRESIDENCIA [1221, 1478, 1364, 1492]
body-text: Para lo que el fuego fué dominado por los bomberos donostiarras, que trabajaron con gran tesón en todo momento, a las diez y media, aproximadamente, no quedaba ya ningún foco de llamas y a las once emprendió la brigada su regreso a San Sebastián, después de haber sido obsequiados en Zarauz con un lunch. Como medida de precaución, todavía quedó un retén de bomberos en el lugar del suceso. No han sido calculadas las pérdidas sufridas, cosa que de momento es hacía difícil; pero en números redondos y cálculos cortos, parece que asciende a unas doscientas mil pesetas. El edificio ha quedado totalmente destruido, en cuanto se refiere a la fábrica con todos sus talleres y maquinaria que allí se guardaban, así como las primeras materias empleadas en la construcción de muebles. [315, 2157, 583, 2354]
body-text: Para lo que el fuego fué dominado por los bomberos donostiarras, que trabajaron con gran tesón en todo momento, a las diez y media, aproximadamente, no quedaba ya ningún foco de llamas y a las once emprendió la brigada su regreso a San Sebastián, después de haber sido obsequiados en Zarauz con un lunch. Como medida de precaución, todavía quedó un retén de bomberos en el lugar del suceso. No han sido calculadas las pérdidas sufridas, cosa que de momento es hacía difícil; pero en números redondos y cálculos cortos, parece que asciende a unas doscientas mil pesetas. El edificio ha quedado totalmente destruido, en cuanto se refiere a la fábrica con todos sus talleres y maquinaria que allí se guardaban, así como las primeras materias empleadas en la construcción de muebles. [315, 1125, 583, 1322]
page-number: Página 8 [35, 37, 107, 59]
section-kicker: PROXIMA CONSAGRACION. [637, 486, 824, 498]
column-1 [25, 291, 299, 2570]
body-text: Para lo que el fuego fué dominado por los bomberos donostiarras, que trabajaron con gran tesón en todo momento, a las diez y media, aproximadamente, no quedaba ya ningún foco de llamas y a las once emprendió la brigada su regreso a San Sebastián, después de haber sido obsequiados en Zarauz con un lunch. Como medida de precaución, todavía quedó un retén de bomberos en el lugar del suceso. No han sido calculadas las pérdidas sufridas, cosa que de momento es hacía difícil; pero en números redondos y cálculos cortos, parece que asciende a unas doscientas mil pesetas. El edificio ha quedado totalmente destruido, en cuanto se refiere a la fábrica con todos sus talleres y maquinaria que allí se guardaban, así como las primeras materias empleadas en la construcción de muebles. [597, 1514, 864, 1711]
body-text: Para lo que el fuego fué dominado por los bomberos donostiarras, que trabajaron con gran tesón en todo momento, a las diez y media, aproximadamente, no quedaba ya ningún foco de llamas y a las once emprendió la brigada su regreso a San Sebastián, después de haber sido obsequiados en Zarauz con un lunch. Como medida de precaución, todavía quedó un retén de bomberos en el lugar del suceso. No han sido calculadas las pérdidas sufridas, cosa que de momento es hacía difícil; pero en números redondos y cálculos cortos, parece que asciende a unas doscientas mil pesetas. El edificio ha quedado totalmente destruido, en cuanto se refiere a la fábrica con todos sus talleres y maquinaria que allí se guardaban, así como las primeras materias empleadas en la construcción de muebles. [25, 1190, 299, 1387]
section-heading: LOS SERVICIOS DE INCENDIOS [342, 1527, 556, 1539]
column-2 [315, 291, 583, 2551]
body-text: Para lo que el fuego fué dominado por los bomberos donostiarras, que trabajaron con gran tesón en todo momento, a las diez y media, aproximadamente, no quedaba ya ningún foco de llamas y a las once emprendió la brigada su regreso a San Sebastián, después de haber sido obsequiados en Zarauz con un lunch. Como medida de precaución, todavía quedó un retén de bomberos en el lugar del suceso. No han sido calculadas las pérdidas sufridas, cosa que de momento es hacía difícil; pero en números redondos y cálculos cortos, parece que asciende a unas doscientas mil pesetas. El edificio ha quedado totalmente destruido, en cuanto se refiere a la fábrica con todos sus talleres y maquinaria que allí se guardaban, así como las primeras materias empleadas en la construcción de muebles. [1151, 1741, 1433, 1926]
body-text: Para lo que el fuego fué dominado por los bomberos donostiarras, que trabajaron con gran tesón en todo momento, a las diez y media, aproximadamente, no quedaba ya ningún foco de llamas y a las once emprendió la brigada su regreso a San Sebastián, después de haber sido obsequiados en Zarauz con un lunch. Como medida de precaución, todavía quedó un retén de bomberos en el lugar del suceso. No han sido calculadas las pérdidas sufridas, cosa que de momento es hacía difícil; pero en números redondos y cálculos cortos, parece que asciende a unas doscientas mil pesetas. El edificio ha quedado totalmente destruido, en cuanto se refiere a la fábrica con todos sus talleres y maquinaria que allí se guardaban, así como las primeras materias empleadas en la construcción de muebles. [25, 1585, 299, 1781]
